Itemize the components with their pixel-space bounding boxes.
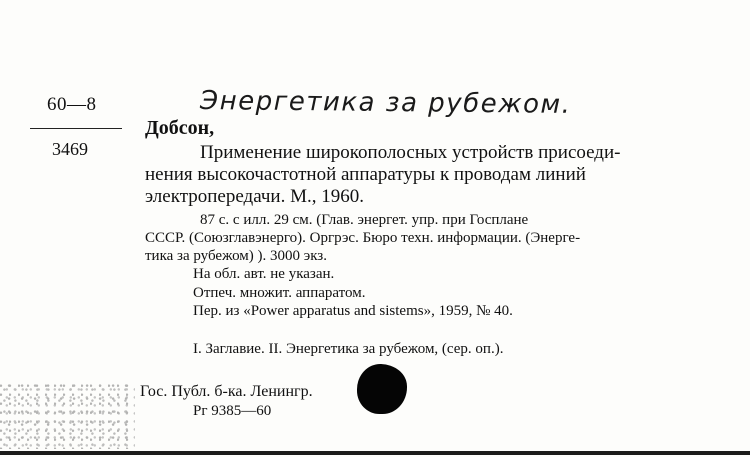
physical-description-line: СССР. (Союзглавэнерго). Оргрэс. Бюро техн. информации. (Энерге- xyxy=(145,230,581,246)
title-line: Применение широкополосных устройств присоеди- xyxy=(200,142,621,163)
physical-description-line: тика за рубежом) ). 3000 экз. xyxy=(145,248,327,264)
physical-description-line: 87 с. с илл. 29 см. (Глав. энергет. упр. при Госплане xyxy=(200,212,529,228)
ink-blot xyxy=(357,364,407,414)
note-line: Отпеч. множит. аппаратом. xyxy=(193,285,366,301)
order-number: Рг 9385—60 xyxy=(193,403,272,419)
paper-speckle xyxy=(0,383,135,449)
library-name: Гос. Публ. б-ка. Ленингр. xyxy=(140,383,313,400)
title-line: электропередачи. М., 1960. xyxy=(145,186,364,207)
note-line: На обл. авт. не указан. xyxy=(193,266,335,282)
card-bottom-edge xyxy=(0,451,750,455)
call-number-divider xyxy=(30,128,122,129)
author-name: Добсон, xyxy=(145,117,215,139)
handwritten-note: Энергетика за рубежом. xyxy=(199,86,572,120)
note-line: Пер. из «Power apparatus and sistems», 1959, № 40. xyxy=(193,303,513,319)
title-line: нения высокочастотной аппаратуры к проводам линий xyxy=(145,164,586,185)
inventory-number: 3469 xyxy=(52,139,88,159)
call-number: 60—8 xyxy=(47,94,97,115)
subject-headings: I. Заглавие. II. Энергетика за рубежом, (сер. оп.). xyxy=(193,341,504,357)
